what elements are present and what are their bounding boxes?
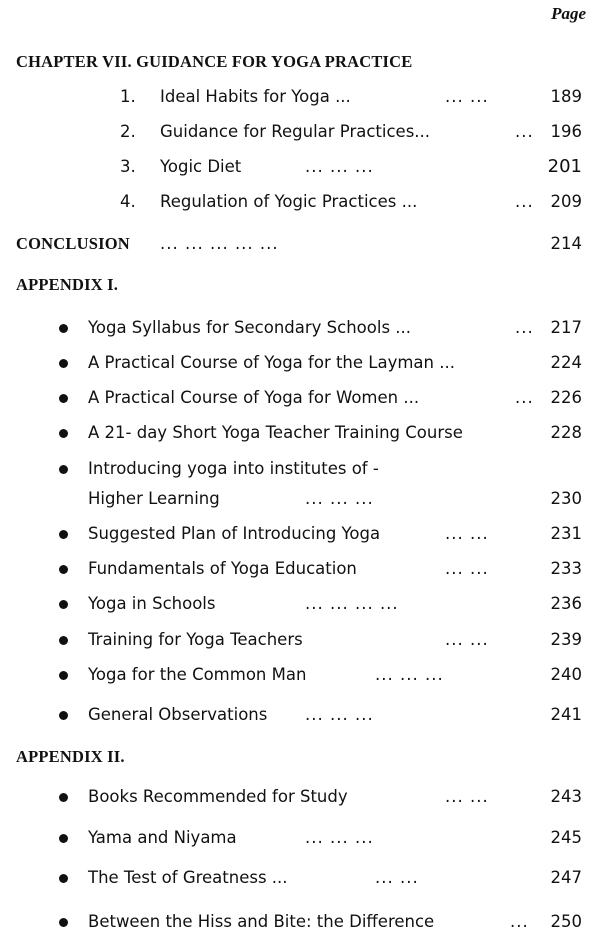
page-number: 247 bbox=[550, 868, 582, 887]
bullet-icon bbox=[59, 874, 68, 883]
page-number: 217 bbox=[550, 318, 582, 337]
entry-title: Between the Hiss and Bite: the Difference bbox=[88, 912, 435, 931]
page-number: 243 bbox=[550, 787, 582, 806]
page-number: 224 bbox=[550, 353, 582, 372]
page-column-label: Page bbox=[551, 4, 586, 23]
entry-title: Yogic Diet bbox=[160, 157, 242, 176]
leader-dots: ... ... ... bbox=[305, 828, 374, 847]
bullet-icon bbox=[59, 465, 68, 474]
toc-entry[interactable] bbox=[0, 825, 600, 851]
entry-number: 4. bbox=[120, 192, 136, 211]
leader-dots: ... ... bbox=[445, 524, 489, 543]
leader-dots: ... ... bbox=[445, 87, 489, 106]
page-number: 228 bbox=[550, 423, 582, 442]
page-number: 209 bbox=[550, 192, 582, 211]
toc-entry[interactable] bbox=[0, 420, 600, 446]
entry-title: Yoga Syllabus for Secondary Schools ... bbox=[88, 318, 412, 337]
toc-entry[interactable] bbox=[0, 350, 600, 376]
leader-dots: ... ... ... ... ... bbox=[160, 234, 279, 253]
page-number: 189 bbox=[550, 87, 582, 106]
entry-title: Guidance for Regular Practices... bbox=[160, 122, 431, 141]
leader-dots: ... ... bbox=[375, 868, 419, 887]
entry-title: A Practical Course of Yoga for Women ... bbox=[88, 388, 420, 407]
toc-entry[interactable] bbox=[0, 315, 600, 341]
entry-title: Training for Yoga Teachers bbox=[88, 630, 303, 649]
bullet-icon bbox=[59, 834, 68, 843]
toc-entry[interactable] bbox=[0, 119, 600, 145]
toc-entry[interactable] bbox=[0, 591, 600, 617]
bullet-icon bbox=[59, 671, 68, 680]
chapter-7-heading: CHAPTER VII. GUIDANCE FOR YOGA PRACTICE bbox=[16, 52, 413, 71]
page-number: 233 bbox=[550, 559, 582, 578]
page-number: 241 bbox=[550, 705, 582, 724]
toc-entry[interactable] bbox=[0, 909, 600, 935]
bullet-icon bbox=[59, 636, 68, 645]
toc-entry[interactable] bbox=[0, 865, 600, 891]
entry-title: Books Recommended for Study bbox=[88, 787, 348, 806]
page-number: 196 bbox=[550, 122, 582, 141]
page-number: 230 bbox=[550, 489, 582, 508]
entry-title: The Test of Greatness ... bbox=[88, 868, 288, 887]
toc-entry[interactable] bbox=[0, 456, 600, 482]
entry-title: Yoga for the Common Man bbox=[88, 665, 307, 684]
page-number: 214 bbox=[550, 234, 582, 253]
entry-title: Suggested Plan of Introducing Yoga bbox=[88, 524, 381, 543]
bullet-icon bbox=[59, 793, 68, 802]
page-number: 236 bbox=[550, 594, 582, 613]
leader-dots: ... ... ... bbox=[305, 157, 374, 176]
page-number: 245 bbox=[550, 828, 582, 847]
page-number: 240 bbox=[550, 665, 582, 684]
entry-title: Yama and Niyama bbox=[88, 828, 237, 847]
toc-entry[interactable] bbox=[0, 556, 600, 582]
bullet-icon bbox=[59, 429, 68, 438]
leader-dots: ... ... bbox=[445, 559, 489, 578]
entry-number: 3. bbox=[120, 157, 136, 176]
toc-entry[interactable] bbox=[0, 702, 600, 728]
entry-title: Introducing yoga into institutes of - bbox=[88, 459, 379, 478]
leader-dots: ... ... ... ... bbox=[305, 594, 399, 613]
entry-title: Yoga in Schools bbox=[88, 594, 216, 613]
toc-entry-continuation[interactable] bbox=[0, 486, 600, 512]
bullet-icon bbox=[59, 600, 68, 609]
leader-dots: ... ... ... bbox=[305, 705, 374, 724]
bullet-icon bbox=[59, 359, 68, 368]
bullet-icon bbox=[59, 324, 68, 333]
leader-dots: ... ... ... bbox=[305, 489, 374, 508]
leader-dots: ... ... bbox=[445, 787, 489, 806]
entry-title: Ideal Habits for Yoga ... bbox=[160, 87, 351, 106]
leader-dots: ... ... bbox=[445, 630, 489, 649]
entry-number: 2. bbox=[120, 122, 136, 141]
appendix-2-heading: APPENDIX II. bbox=[16, 747, 125, 766]
leader-dots: ... bbox=[515, 388, 534, 407]
toc-entry[interactable] bbox=[0, 784, 600, 810]
page-number: 231 bbox=[550, 524, 582, 543]
entry-title: A 21- day Short Yoga Teacher Training Course bbox=[88, 423, 463, 442]
bullet-icon bbox=[59, 711, 68, 720]
page-number: 226 bbox=[550, 388, 582, 407]
page-number: 250 bbox=[550, 912, 582, 931]
bullet-icon bbox=[59, 565, 68, 574]
leader-dots: ... ... ... bbox=[375, 665, 444, 684]
entry-number: 1. bbox=[120, 87, 136, 106]
toc-entry[interactable] bbox=[0, 662, 600, 688]
page-number: 201 bbox=[547, 156, 582, 177]
entry-title: A Practical Course of Yoga for the Layman ... bbox=[88, 353, 455, 372]
conclusion-heading: CONCLUSION bbox=[16, 234, 130, 253]
entry-title: Fundamentals of Yoga Education bbox=[88, 559, 357, 578]
bullet-icon bbox=[59, 530, 68, 539]
toc-entry[interactable] bbox=[0, 154, 600, 180]
bullet-icon bbox=[59, 918, 68, 927]
toc-entry[interactable] bbox=[0, 521, 600, 547]
entry-title: Regulation of Yogic Practices ... bbox=[160, 192, 418, 211]
leader-dots: ... bbox=[510, 912, 529, 931]
page-number: 239 bbox=[550, 630, 582, 649]
entry-title: Higher Learning bbox=[88, 489, 220, 508]
appendix-1-heading: APPENDIX I. bbox=[16, 275, 119, 294]
entry-title: General Observations bbox=[88, 705, 268, 724]
leader-dots: ... bbox=[515, 318, 534, 337]
toc-entry-conclusion[interactable] bbox=[0, 231, 600, 257]
leader-dots: ... bbox=[515, 192, 534, 211]
leader-dots: ... bbox=[515, 122, 534, 141]
toc-entry[interactable] bbox=[0, 84, 600, 110]
bullet-icon bbox=[59, 394, 68, 403]
toc-entry[interactable] bbox=[0, 385, 600, 411]
toc-entry[interactable] bbox=[0, 189, 600, 215]
toc-entry[interactable] bbox=[0, 627, 600, 653]
